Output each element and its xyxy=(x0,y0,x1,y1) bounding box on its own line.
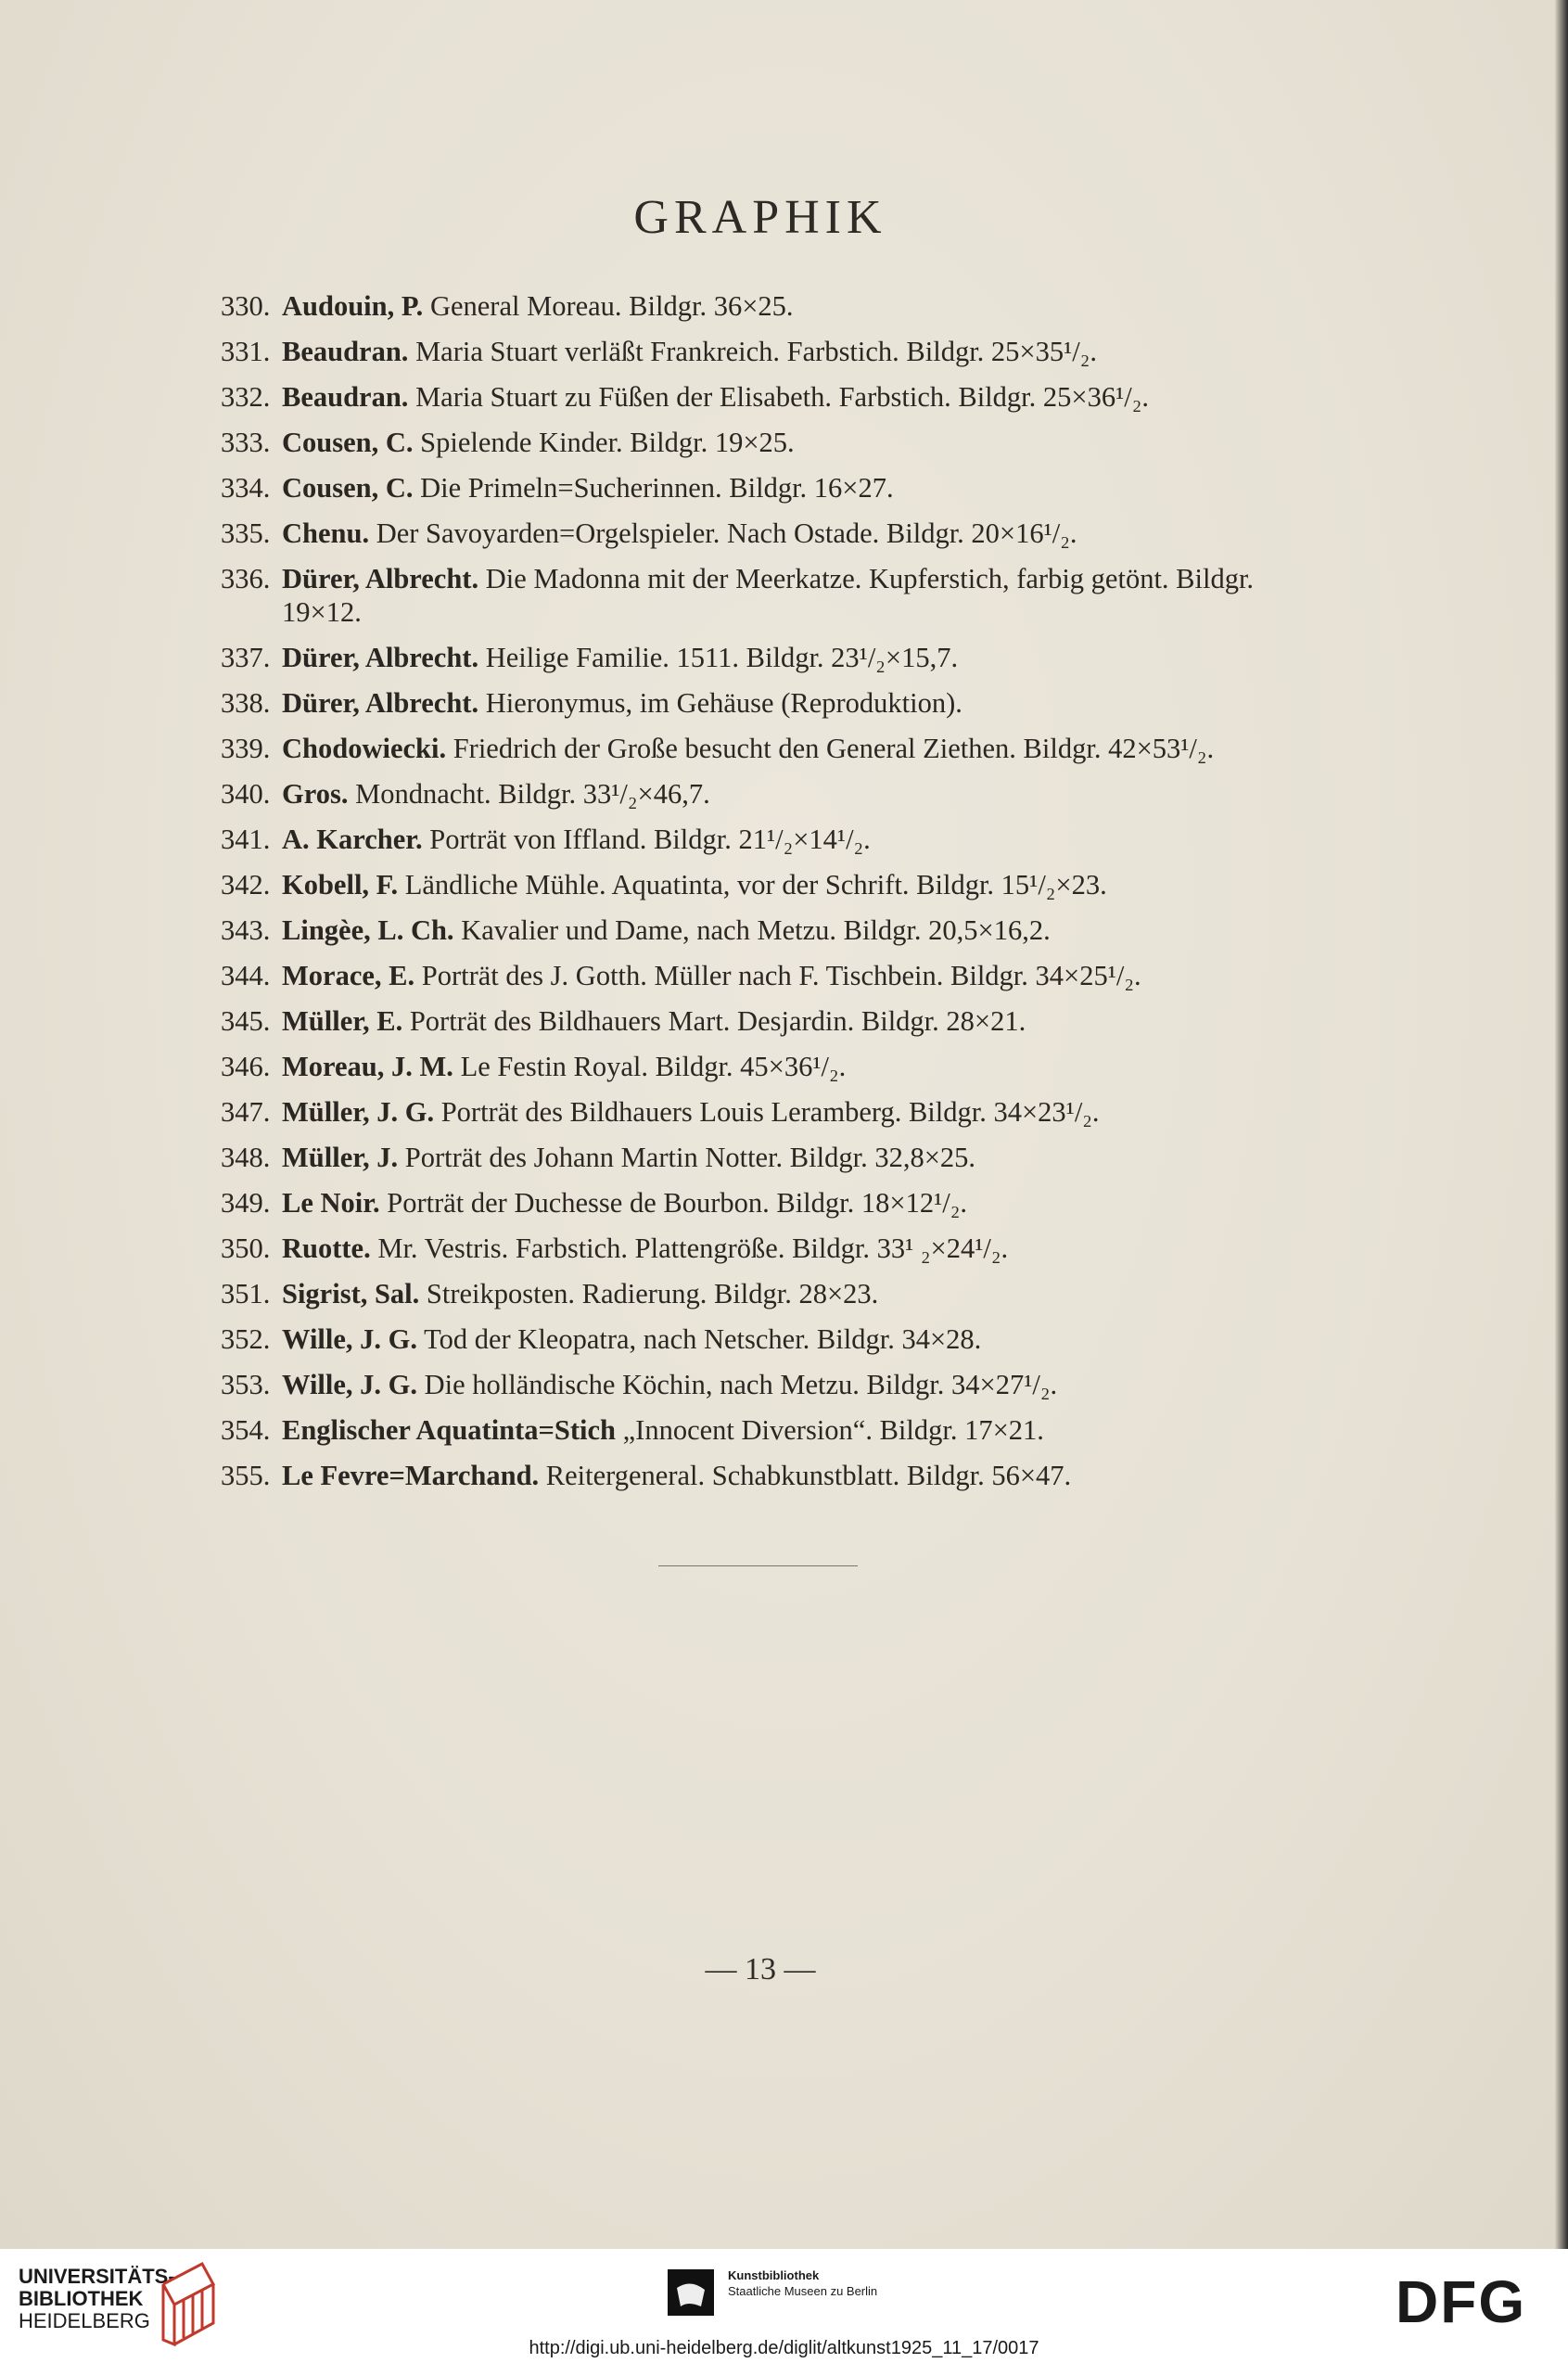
entry-body xyxy=(282,777,1333,811)
entry-description: Die holländische Köchin, nach Metzu. Bildgr. 34×27¹/₂. xyxy=(424,1369,1058,1400)
entry-description: General Moreau. Bildgr. 36×25. xyxy=(429,290,794,322)
catalog-entry xyxy=(221,777,1333,811)
catalog-entry xyxy=(221,686,1333,720)
entry-number: 349. xyxy=(221,1187,271,1219)
entry-artist: A. Karcher. xyxy=(282,824,423,855)
catalog-entry xyxy=(221,335,1333,368)
entry-number: 340. xyxy=(221,778,271,810)
catalog-entry xyxy=(221,1095,1333,1129)
page-edge xyxy=(1555,0,1568,2249)
entry-artist: Englischer Aquatinta=Stich xyxy=(282,1414,617,1446)
entry-number: 348. xyxy=(221,1142,271,1173)
entry-number: 334. xyxy=(221,472,271,504)
entry-artist: Dürer, Albrecht. xyxy=(282,687,479,719)
kb-line-2: Staatliche Museen zu Berlin xyxy=(728,2284,878,2298)
catalog-entry xyxy=(221,1459,1333,1492)
catalog-entry xyxy=(221,1232,1333,1265)
entry-artist: Wille, J. G. xyxy=(282,1369,418,1400)
entry-number: 341. xyxy=(221,824,271,855)
catalog-entry xyxy=(221,913,1333,947)
catalog-entry xyxy=(221,380,1333,414)
entry-body xyxy=(282,1232,1333,1265)
entry-description: Maria Stuart verläßt Frankreich. Farbstich. Bildgr. 25×35¹/₂. xyxy=(415,336,1098,367)
entry-artist: Cousen, C. xyxy=(282,472,414,504)
entry-description: Die Madonna mit der Meerkatze. Kupferstich, farbig getönt. Bildgr. 19×12. xyxy=(282,563,1255,628)
entry-description: Porträt des Johann Martin Notter. Bildgr. 32,8×25. xyxy=(404,1142,976,1173)
divider-rule xyxy=(658,1565,858,1566)
entry-number: 333. xyxy=(221,427,271,458)
kunstbibliothek-logo-icon[interactable] xyxy=(668,2269,714,2320)
catalog-entry xyxy=(221,1413,1333,1447)
entry-body xyxy=(282,517,1333,550)
entry-body xyxy=(282,335,1333,368)
entry-number: 331. xyxy=(221,336,271,367)
entry-body xyxy=(282,1368,1333,1401)
entry-body xyxy=(282,1186,1333,1220)
entry-number: 337. xyxy=(221,642,271,673)
entry-number: 355. xyxy=(221,1460,271,1491)
entry-number: 344. xyxy=(221,960,271,991)
entry-body xyxy=(282,1322,1333,1356)
entry-description: Mr. Vestris. Farbstich. Plattengröße. Bildgr. 33¹ ₂×24¹/₂. xyxy=(377,1233,1009,1264)
entry-number: 351. xyxy=(221,1278,271,1309)
entry-number: 335. xyxy=(221,517,271,549)
catalog-entry xyxy=(221,289,1333,323)
page-number: — 13 — xyxy=(705,1952,816,1986)
entry-body xyxy=(282,380,1333,414)
entry-body xyxy=(282,1141,1333,1174)
entry-number: 343. xyxy=(221,914,271,946)
catalog-entry xyxy=(221,471,1333,505)
entry-artist: Beaudran. xyxy=(282,381,409,413)
page-title: GRAPHIK xyxy=(633,191,887,244)
entry-body xyxy=(282,289,1333,323)
ub-heidelberg-label[interactable] xyxy=(19,2266,175,2332)
catalog-entry xyxy=(221,1322,1333,1356)
entry-body xyxy=(282,1095,1333,1129)
entry-artist: Müller, J. G. xyxy=(282,1096,435,1128)
catalog-entry xyxy=(221,562,1333,629)
entry-description: Reitergeneral. Schabkunstblatt. Bildgr. 56×47. xyxy=(545,1460,1072,1491)
catalog-entry xyxy=(221,1050,1333,1083)
entry-body xyxy=(282,959,1333,992)
entry-number: 332. xyxy=(221,381,271,413)
entry-description: Porträt des J. Gotth. Müller nach F. Tischbein. Bildgr. 34×25¹/₂. xyxy=(421,960,1141,991)
ub-line-2: BIBLIOTHEK xyxy=(19,2287,144,2310)
entry-description: Friedrich der Große besucht den General Ziethen. Bildgr. 42×53¹/₂. xyxy=(453,733,1215,764)
entry-description: Die Primeln=Sucherinnen. Bildgr. 16×27. xyxy=(420,472,894,504)
entry-description: „Innocent Diversion“. Bildgr. 17×21. xyxy=(622,1414,1044,1446)
entry-body xyxy=(282,1277,1333,1310)
catalog-entry xyxy=(221,641,1333,674)
entry-description: Kavalier und Dame, nach Metzu. Bildgr. 20,5×16,2. xyxy=(461,914,1051,946)
entry-artist: Dürer, Albrecht. xyxy=(282,563,479,594)
catalog-entry xyxy=(221,1277,1333,1310)
entry-body xyxy=(282,823,1333,856)
catalog-entry xyxy=(221,732,1333,765)
entry-number: 338. xyxy=(221,687,271,719)
entry-artist: Sigrist, Sal. xyxy=(282,1278,420,1309)
entry-description: Mondnacht. Bildgr. 33¹/₂×46,7. xyxy=(355,778,710,810)
entry-body xyxy=(282,426,1333,459)
entry-number: 353. xyxy=(221,1369,271,1400)
kb-line-1: Kunstbibliothek xyxy=(728,2268,820,2282)
entry-description: Porträt von Iffland. Bildgr. 21¹/₂×14¹/₂. xyxy=(429,824,871,855)
entry-number: 354. xyxy=(221,1414,271,1446)
entry-artist: Dürer, Albrecht. xyxy=(282,642,479,673)
catalog-entry xyxy=(221,823,1333,856)
entry-body xyxy=(282,913,1333,947)
dfg-logo[interactable]: DFG xyxy=(1396,2268,1527,2335)
entry-number: 342. xyxy=(221,869,271,900)
entry-number: 336. xyxy=(221,563,271,594)
entry-artist: Kobell, F. xyxy=(282,869,399,900)
entry-description: Heilige Familie. 1511. Bildgr. 23¹/₂×15,7. xyxy=(485,642,959,673)
entry-artist: Wille, J. G. xyxy=(282,1323,418,1355)
entry-number: 347. xyxy=(221,1096,271,1128)
entry-artist: Audouin, P. xyxy=(282,290,424,322)
entry-body xyxy=(282,562,1333,629)
entry-artist: Le Noir. xyxy=(282,1187,380,1219)
catalog-entry xyxy=(221,959,1333,992)
entry-artist: Müller, J. xyxy=(282,1142,399,1173)
entry-artist: Gros. xyxy=(282,778,349,810)
entry-number: 345. xyxy=(221,1005,271,1037)
catalog-entry xyxy=(221,1368,1333,1401)
ub-line-3: HEIDELBERG xyxy=(19,2309,150,2332)
entry-body xyxy=(282,868,1333,901)
entry-artist: Müller, E. xyxy=(282,1005,403,1037)
entry-body xyxy=(282,641,1333,674)
entry-number: 330. xyxy=(221,290,271,322)
catalog-entry xyxy=(221,426,1333,459)
entry-body xyxy=(282,1050,1333,1083)
entry-artist: Chodowiecki. xyxy=(282,733,447,764)
entry-number: 352. xyxy=(221,1323,271,1355)
entry-artist: Moreau, J. M. xyxy=(282,1051,453,1082)
entry-artist: Chenu. xyxy=(282,517,370,549)
catalog-entry xyxy=(221,868,1333,901)
entry-description: Porträt des Bildhauers Mart. Desjardin. Bildgr. 28×21. xyxy=(409,1005,1026,1037)
entry-body xyxy=(282,1459,1333,1492)
entry-body xyxy=(282,1004,1333,1038)
catalog-entry xyxy=(221,1004,1333,1038)
entry-artist: Lingèe, L. Ch. xyxy=(282,914,454,946)
catalog-entry xyxy=(221,1141,1333,1174)
entry-description: Ländliche Mühle. Aquatinta, vor der Schrift. Bildgr. 15¹/₂×23. xyxy=(404,869,1107,900)
entry-description: Tod der Kleopatra, nach Netscher. Bildgr. 34×28. xyxy=(424,1323,982,1355)
entry-description: Maria Stuart zu Füßen der Elisabeth. Farbstich. Bildgr. 25×36¹/₂. xyxy=(415,381,1149,413)
catalog-entry xyxy=(221,1186,1333,1220)
entry-artist: Ruotte. xyxy=(282,1233,371,1264)
kunstbibliothek-label xyxy=(728,2267,877,2299)
entry-body xyxy=(282,732,1333,765)
entry-artist: Beaudran. xyxy=(282,336,409,367)
entry-number: 339. xyxy=(221,733,271,764)
entry-description: Streikposten. Radierung. Bildgr. 28×23. xyxy=(426,1278,879,1309)
entry-number: 346. xyxy=(221,1051,271,1082)
entry-description: Der Savoyarden=Orgelspieler. Nach Ostade. Bildgr. 20×16¹/₂. xyxy=(376,517,1077,549)
entry-description: Hieronymus, im Gehäuse (Reproduktion). xyxy=(485,687,962,719)
catalog-entry xyxy=(221,517,1333,550)
entry-body xyxy=(282,1413,1333,1447)
entry-artist: Le Fevre=Marchand. xyxy=(282,1460,540,1491)
entry-body xyxy=(282,471,1333,505)
entry-description: Porträt des Bildhauers Louis Leramberg. Bildgr. 34×23¹/₂. xyxy=(440,1096,1100,1128)
entry-description: Porträt der Duchesse de Bourbon. Bildgr. 18×12¹/₂. xyxy=(387,1187,967,1219)
entry-description: Spielende Kinder. Bildgr. 19×25. xyxy=(420,427,795,458)
entry-list xyxy=(221,289,1333,1504)
entry-artist: Cousen, C. xyxy=(282,427,414,458)
ub-line-1: UNIVERSITÄTS- xyxy=(19,2265,175,2288)
permalink-url[interactable]: http://digi.ub.uni-heidelberg.de/diglit/altkunst1925_11_17/0017 xyxy=(529,2338,1039,2358)
entry-body xyxy=(282,686,1333,720)
entry-artist: Morace, E. xyxy=(282,960,415,991)
footer-bar xyxy=(0,2249,1568,2363)
entry-number: 350. xyxy=(221,1233,271,1264)
entry-description: Le Festin Royal. Bildgr. 45×36¹/₂. xyxy=(460,1051,847,1082)
